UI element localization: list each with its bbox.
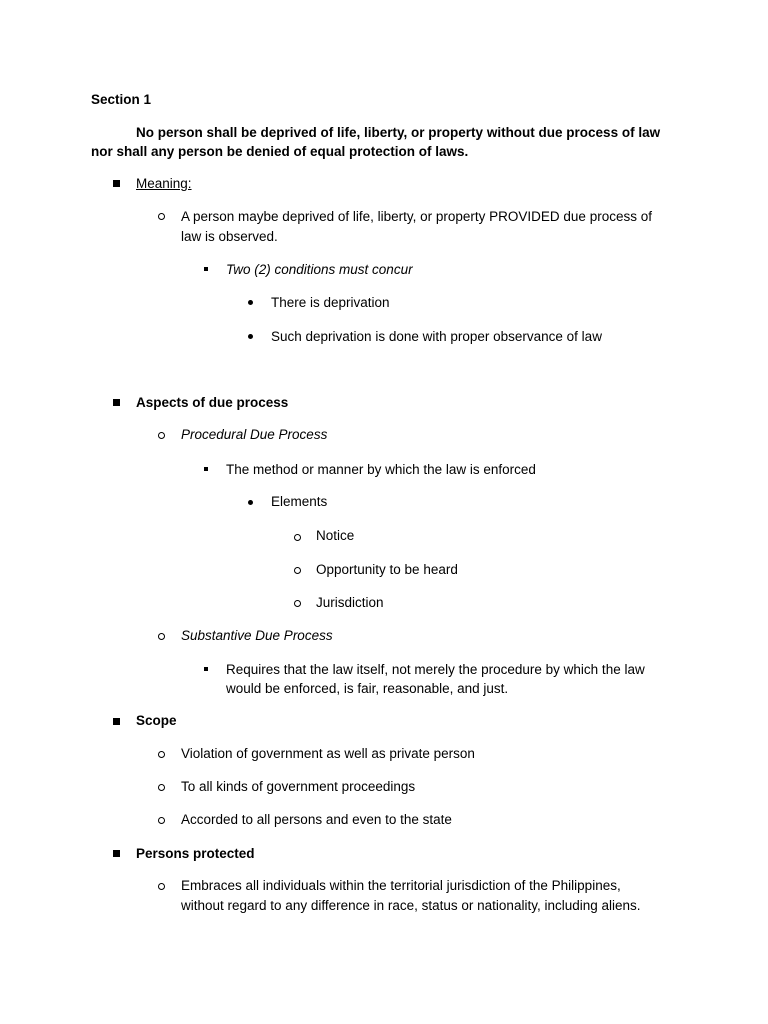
aspects-heading: Aspects of due process xyxy=(136,395,289,410)
elements-label: Elements xyxy=(271,494,328,509)
square-bullet-icon xyxy=(113,180,120,187)
small-square-bullet-icon xyxy=(204,467,208,471)
circle-bullet-icon xyxy=(294,567,301,574)
condition-item-2: Such deprivation is done with proper observance of law xyxy=(271,329,602,344)
substantive-label: Substantive Due Process xyxy=(181,628,333,643)
substantive-line-2: would be enforced, is fair, reasonable, and just. xyxy=(226,681,509,696)
scope-item-1: Violation of government as well as private person xyxy=(181,746,475,761)
scope-heading: Scope xyxy=(136,713,177,728)
dot-bullet-icon xyxy=(248,300,253,305)
circle-bullet-icon xyxy=(158,432,165,439)
square-bullet-icon xyxy=(113,850,120,857)
meaning-heading: Meaning: xyxy=(136,176,192,191)
element-item-3: Jurisdiction xyxy=(316,595,384,610)
persons-item-line-2: without regard to any difference in race, status or nationality, including aliens. xyxy=(181,898,641,913)
square-bullet-icon xyxy=(113,399,120,406)
meaning-item-line-2: law is observed. xyxy=(181,229,278,244)
scope-item-3: Accorded to all persons and even to the state xyxy=(181,812,452,827)
square-bullet-icon xyxy=(113,718,120,725)
circle-bullet-icon xyxy=(158,633,165,640)
circle-bullet-icon xyxy=(158,883,165,890)
circle-bullet-icon xyxy=(158,817,165,824)
circle-bullet-icon xyxy=(294,534,301,541)
circle-bullet-icon xyxy=(158,213,165,220)
procedural-label: Procedural Due Process xyxy=(181,427,328,442)
section-title: Section 1 xyxy=(91,92,152,107)
element-item-2: Opportunity to be heard xyxy=(316,562,458,577)
scope-item-2: To all kinds of government proceedings xyxy=(181,779,416,794)
meaning-item-line-1: A person maybe deprived of life, liberty, or property PROVIDED due process of xyxy=(181,209,652,224)
small-square-bullet-icon xyxy=(204,667,208,671)
circle-bullet-icon xyxy=(158,784,165,791)
condition-item-1: There is deprivation xyxy=(271,295,390,310)
dot-bullet-icon xyxy=(248,334,253,339)
small-square-bullet-icon xyxy=(204,267,208,271)
provision-line-1: No person shall be deprived of life, liberty, or property without due process of law xyxy=(136,125,661,140)
conditions-label: Two (2) conditions must concur xyxy=(226,262,413,277)
procedural-description: The method or manner by which the law is enforced xyxy=(226,462,536,477)
provision-line-2: nor shall any person be denied of equal protection of laws. xyxy=(91,144,469,159)
circle-bullet-icon xyxy=(158,751,165,758)
element-item-1: Notice xyxy=(316,528,355,543)
dot-bullet-icon xyxy=(248,500,253,505)
persons-heading: Persons protected xyxy=(136,846,255,861)
circle-bullet-icon xyxy=(294,600,301,607)
persons-item-line-1: Embraces all individuals within the territorial jurisdiction of the Philippines, xyxy=(181,878,621,893)
substantive-line-1: Requires that the law itself, not merely the procedure by which the law xyxy=(226,662,645,677)
